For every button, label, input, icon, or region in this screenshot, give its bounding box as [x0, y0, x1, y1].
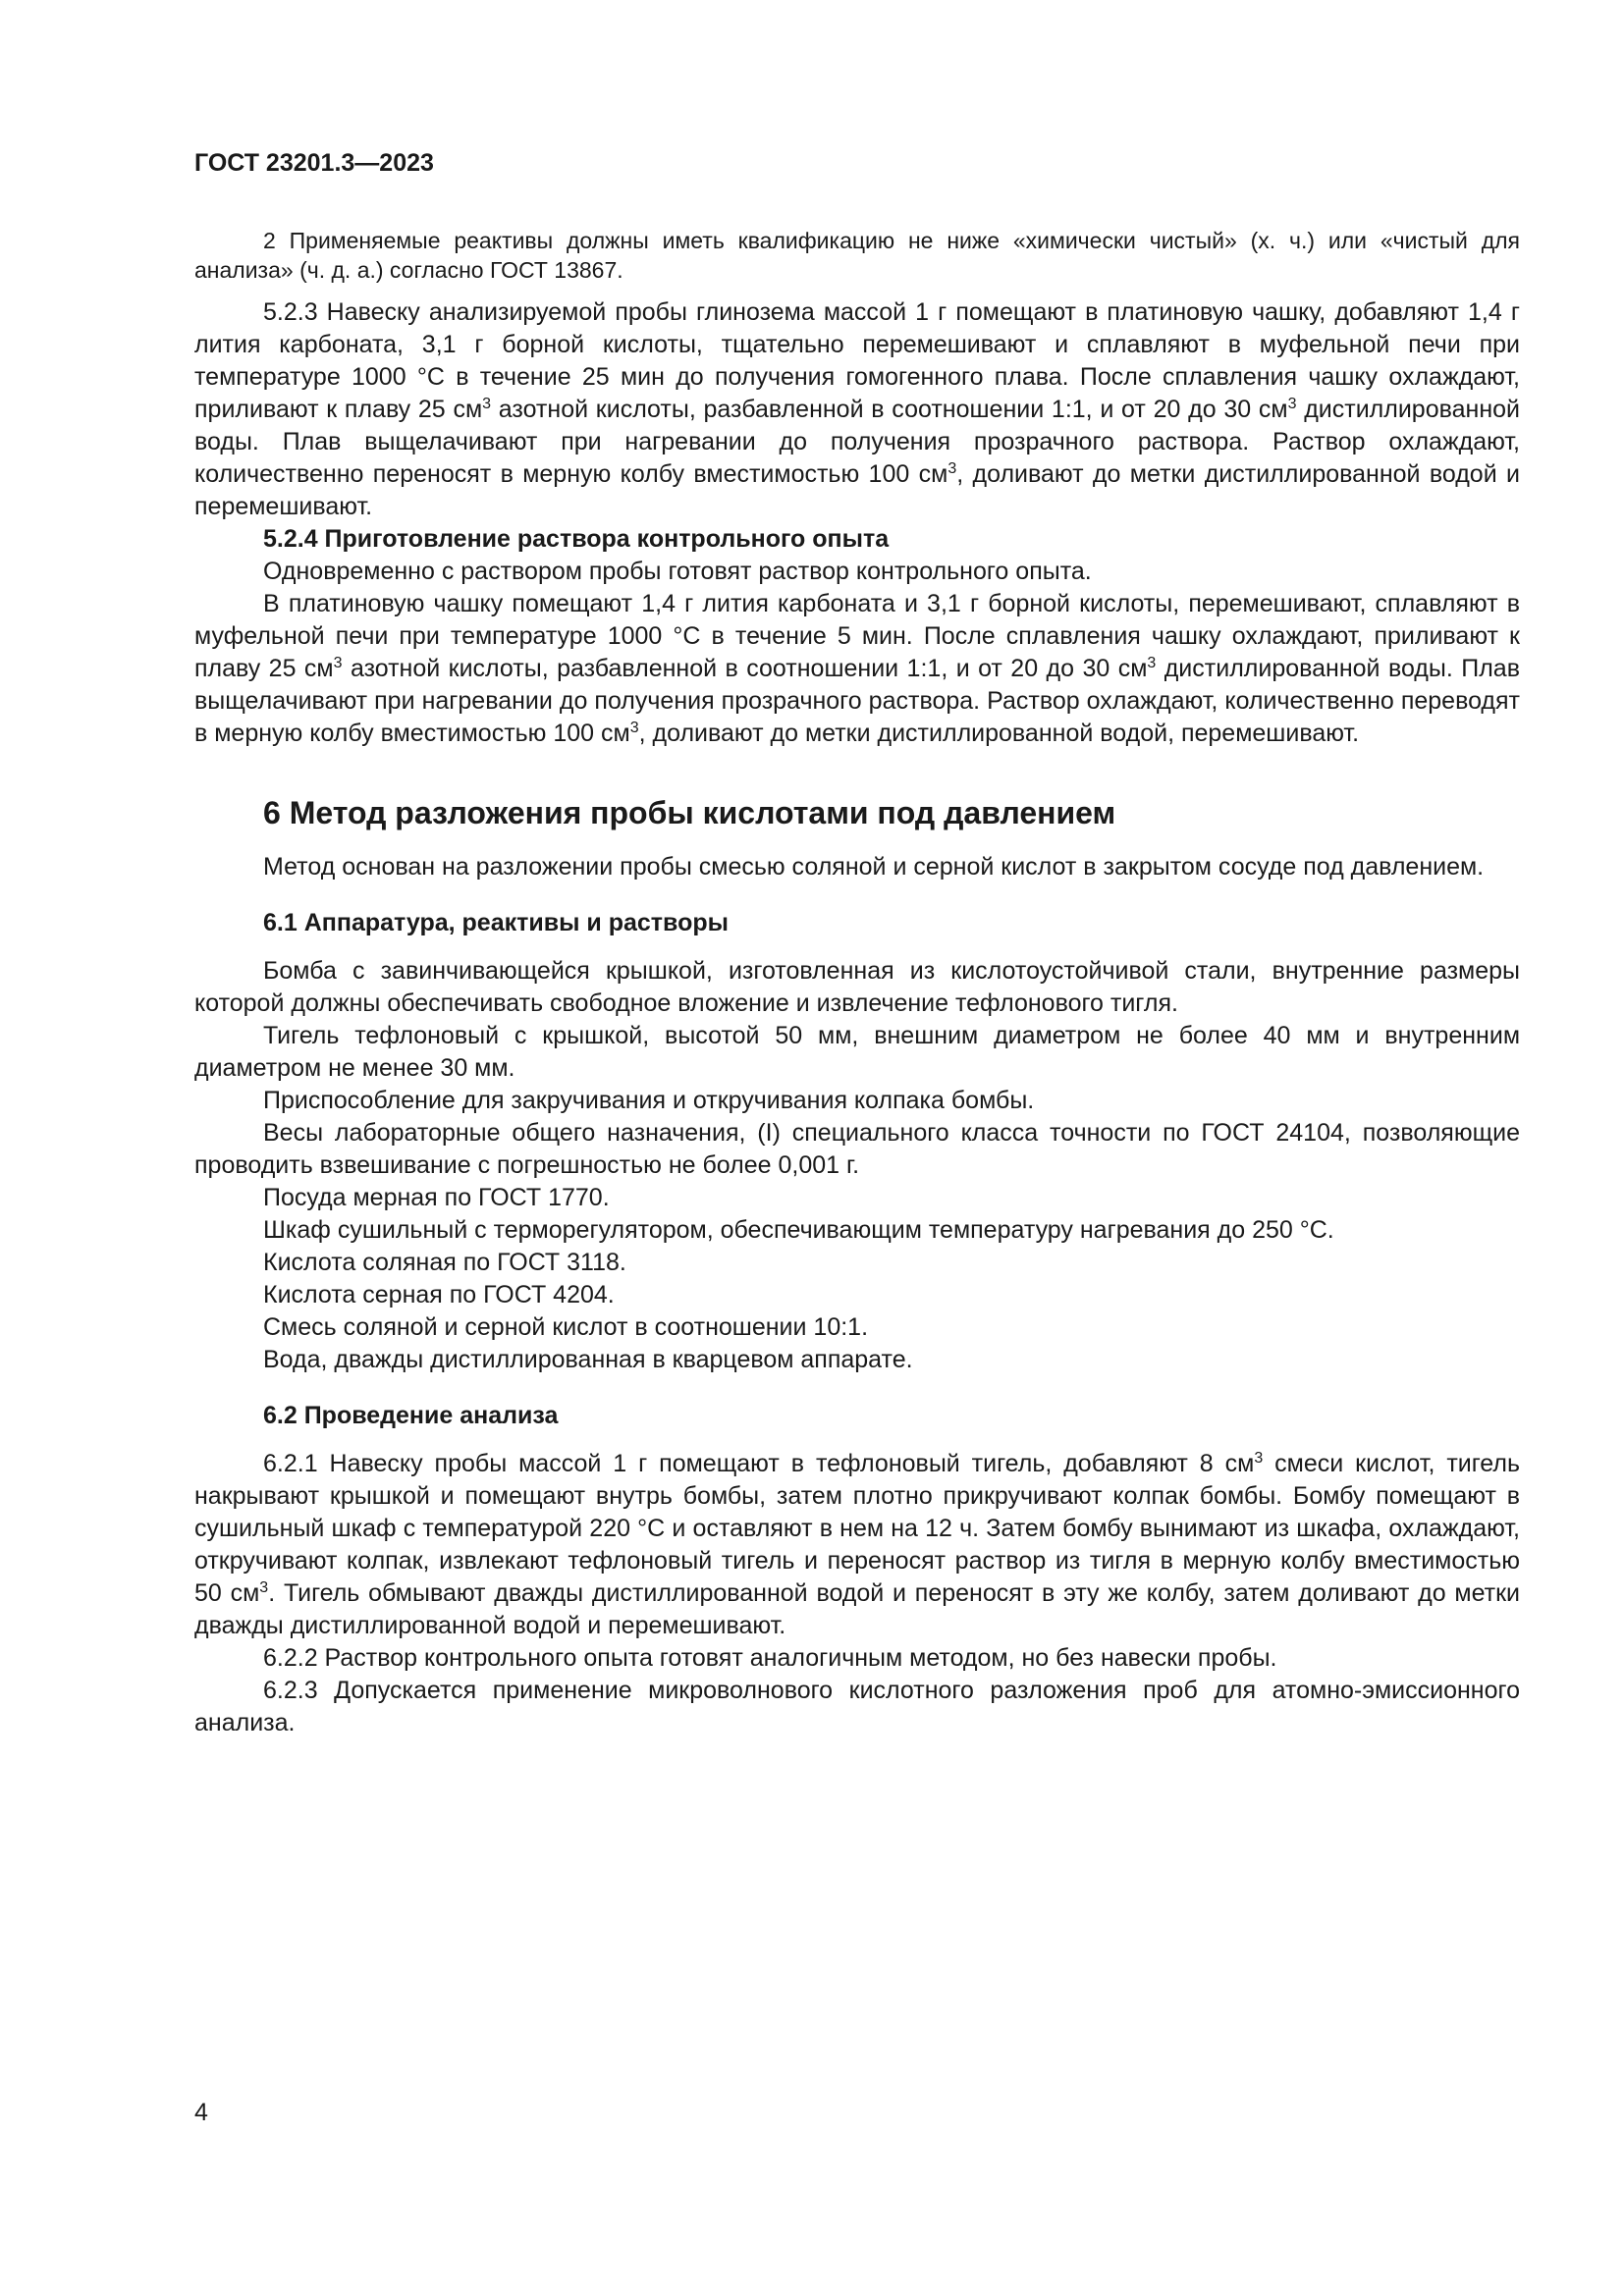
list-item: Вода, дважды дистиллированная в кварцевом аппарате. [263, 1346, 913, 1373]
superscript: 3 [1147, 655, 1157, 671]
paragraph-6-2-2: 6.2.2 Раствор контрольного опыта готовят аналогичным методом, но без навески пробы. [263, 1644, 1277, 1672]
text-run: В платиновую чашку помещают 1,4 г лития карбоната и 3,1 г борной кислоты, перемешивают, сплавляют в муфельной печи при температуре 1000 °С в течение 5 мин. После сплавления чашку охлаждают, приливают к плаву 25 см [194, 590, 1520, 682]
list-item: Приспособление для закручивания и откручивания колпака бомбы. [263, 1087, 1035, 1114]
list-item: Кислота серная по ГОСТ 4204. [263, 1281, 615, 1308]
text-run: , доливают до метки дистиллированной водой и перемешивают. [194, 460, 1520, 520]
text-run: дистиллированной воды. Плав выщелачивают при нагревании до получения прозрачного раствора. Раствор охлаждают, количественно переносят в мерную колбу вместимостью 100 см [194, 396, 1520, 488]
text-run: 6.2.1 Навеску пробы массой 1 г помещают в тефлоновый тигель, добавляют 8 см [263, 1450, 1255, 1477]
text-run: азотной кислоты, разбавленной в соотношении 1:1, и от 20 до 30 см [491, 396, 1288, 423]
paragraph-6-2-1 [194, 1448, 1520, 1642]
list-item: Смесь соляной и серной кислот в соотношении 10:1. [263, 1313, 869, 1341]
text-run: дистиллированной воды. Плав выщелачивают при нагревании до получения прозрачного раствора. Раствор охлаждают, количественно переводят в мерную колбу вместимостью 100 см [194, 655, 1520, 747]
paragraph-5-2-3 [194, 296, 1520, 523]
superscript: 3 [947, 460, 957, 477]
note-paragraph: 2 Применяемые реактивы должны иметь квалификацию не ниже «химически чистый» (х. ч.) или «чистый для анализа» (ч. д. а.) согласно ГОСТ 13867. [194, 228, 1520, 283]
text-run: , доливают до метки дистиллированной водой, перемешивают. [638, 720, 1360, 747]
superscript: 3 [1254, 1450, 1264, 1467]
paragraph-6-2-3: 6.2.3 Допускается применение микроволнового кислотного разложения проб для атомно-эмиссионного анализа. [194, 1677, 1520, 1736]
paragraph-5-2-4-procedure [194, 588, 1520, 750]
heading-5-2-4: 5.2.4 Приготовление раствора контрольного опыта [263, 525, 890, 553]
document-code: ГОСТ 23201.3—2023 [194, 149, 434, 177]
paragraph-5-2-4-intro: Одновременно с раствором пробы готовят раствор контрольного опыта. [263, 558, 1092, 585]
list-item: Шкаф сушильный с терморегулятором, обеспечивающим температуру нагревания до 250 °С. [263, 1216, 1334, 1244]
section-6-intro: Метод основан на разложении пробы смесью соляной и серной кислот в закрытом сосуде под давлением. [263, 853, 1485, 881]
list-item: Весы лабораторные общего назначения, (I) специального класса точности по ГОСТ 24104, позволяющие проводить взвешивание с погрешностью не более 0,001 г. [194, 1119, 1520, 1179]
superscript: 3 [629, 720, 639, 736]
superscript: 3 [482, 396, 492, 412]
text-run: азотной кислоты, разбавленной в соотношении 1:1, и от 20 до 30 см [342, 655, 1148, 682]
list-item: Посуда мерная по ГОСТ 1770. [263, 1184, 610, 1211]
section-6-2-title: 6.2 Проведение анализа [263, 1402, 559, 1429]
superscript: 3 [333, 655, 343, 671]
superscript: 3 [259, 1579, 269, 1596]
text-run: смеси кислот, тигель накрывают крышкой и помещают внутрь бомбы, затем плотно прикручивают колпак бомбы. Бомбу помещают в сушильный шкаф с температурой 220 °С и оставляют в нем на 12 ч. Затем бомбу вынимают из шкафа, охлаждают, откручивают колпак, извлекают тефлоновый тигель и переносят раствор из тигля в мерную колбу вместимостью 50 см [194, 1450, 1520, 1607]
section-6-title: 6 Метод разложения пробы кислотами под давлением [263, 795, 1116, 830]
list-item: Тигель тефлоновый с крышкой, высотой 50 мм, внешним диаметром не более 40 мм и внутренним диаметром не менее 30 мм. [194, 1022, 1520, 1082]
text-run: . Тигель обмывают дважды дистиллированной водой и переносят в эту же колбу, затем доливают до метки дважды дистиллированной водой и перемешивают. [194, 1579, 1521, 1639]
list-item: Бомба с завинчивающейся крышкой, изготовленная из кислотоустойчивой стали, внутренние размеры которой должны обеспечивать свободное вложение и извлечение тефлонового тигля. [194, 957, 1520, 1017]
list-item: Кислота соляная по ГОСТ 3118. [263, 1249, 626, 1276]
document-body [194, 226, 1520, 1739]
section-6-1-title: 6.1 Аппаратура, реактивы и растворы [263, 909, 729, 936]
text-run: 5.2.3 Навеску анализируемой пробы глинозема массой 1 г помещают в платиновую чашку, добавляют 1,4 г лития карбоната, 3,1 г борной кислоты, тщательно перемешивают и сплавляют в муфельной печи при температуре 1000 °С в течение 25 мин до получения гомогенного плава. После сплавления чашку охлаждают, приливают к плаву 25 см [194, 298, 1520, 423]
superscript: 3 [1287, 396, 1297, 412]
page-number: 4 [194, 2099, 208, 2126]
